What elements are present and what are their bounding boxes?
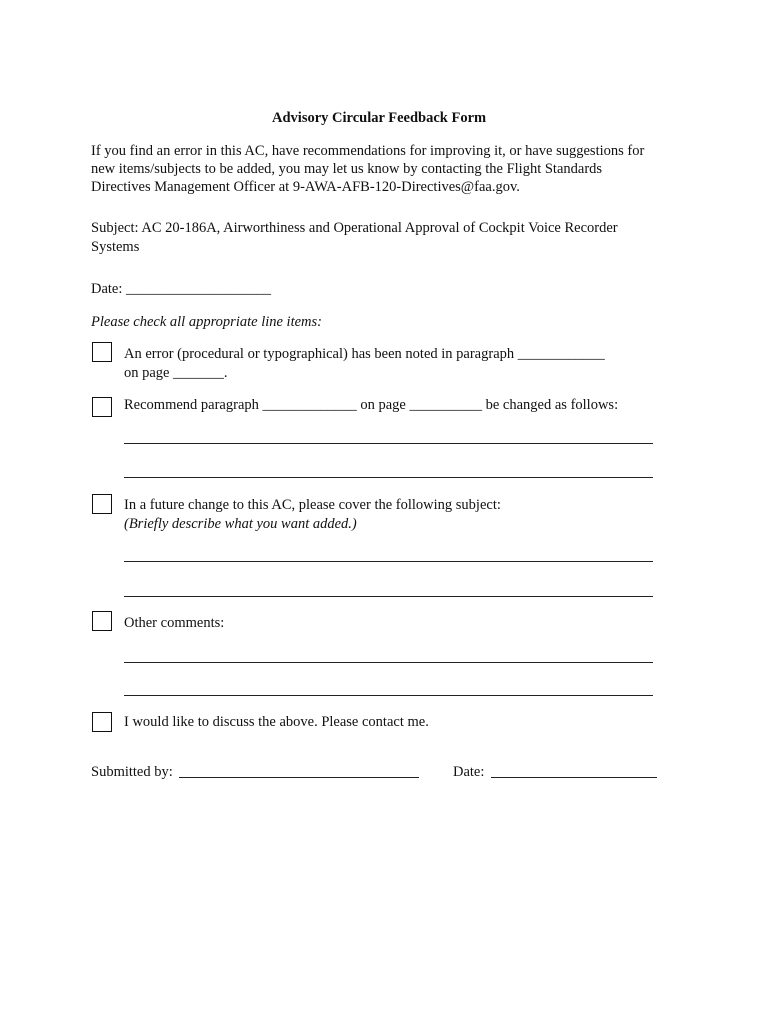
submitted-by-label: Submitted by:: [91, 764, 173, 780]
recommend-answer-line-1[interactable]: [124, 443, 653, 444]
other-answer-line-2[interactable]: [124, 695, 653, 696]
future-checkbox[interactable]: [92, 494, 112, 514]
future-item-hint: (Briefly describe what you want added.): [124, 516, 357, 532]
intro-line-3: Directives Management Officer at 9-AWA-AFB-120-Directives@faa.gov.: [91, 179, 520, 195]
recommend-checkbox[interactable]: [92, 397, 112, 417]
date-field[interactable]: Date: ____________________: [91, 281, 272, 297]
discuss-item-text: I would like to discuss the above. Please contact me.: [124, 714, 429, 730]
future-answer-line-2[interactable]: [124, 596, 653, 597]
footer-date-field[interactable]: [491, 777, 657, 778]
footer-date-label: Date:: [453, 764, 485, 780]
error-item-line-1: An error (procedural or typographical) has been noted in paragraph ____________: [124, 346, 605, 362]
discuss-checkbox[interactable]: [92, 712, 112, 732]
subject-line-2: Systems: [91, 239, 140, 255]
other-answer-line-1[interactable]: [124, 662, 653, 663]
instruction-text: Please check all appropriate line items:: [91, 314, 322, 330]
recommend-item-text: Recommend paragraph _____________ on page __________ be changed as follows:: [124, 397, 619, 413]
form-title: Advisory Circular Feedback Form: [272, 110, 487, 126]
future-answer-line-1[interactable]: [124, 561, 653, 562]
error-item-line-2: on page _______.: [124, 365, 228, 381]
recommend-answer-line-2[interactable]: [124, 477, 653, 478]
intro-line-2: new items/subjects to be added, you may let us know by contacting the Flight Standards: [91, 161, 603, 177]
intro-line-1: If you find an error in this AC, have recommendations for improving it, or have suggestions for: [91, 143, 645, 159]
other-checkbox[interactable]: [92, 611, 112, 631]
error-checkbox[interactable]: [92, 342, 112, 362]
future-item-text: In a future change to this AC, please cover the following subject:: [124, 497, 501, 513]
other-item-text: Other comments:: [124, 615, 225, 631]
subject-line-1: Subject: AC 20-186A, Airworthiness and Operational Approval of Cockpit Voice Recorder: [91, 220, 618, 236]
submitted-by-field[interactable]: [179, 777, 419, 778]
